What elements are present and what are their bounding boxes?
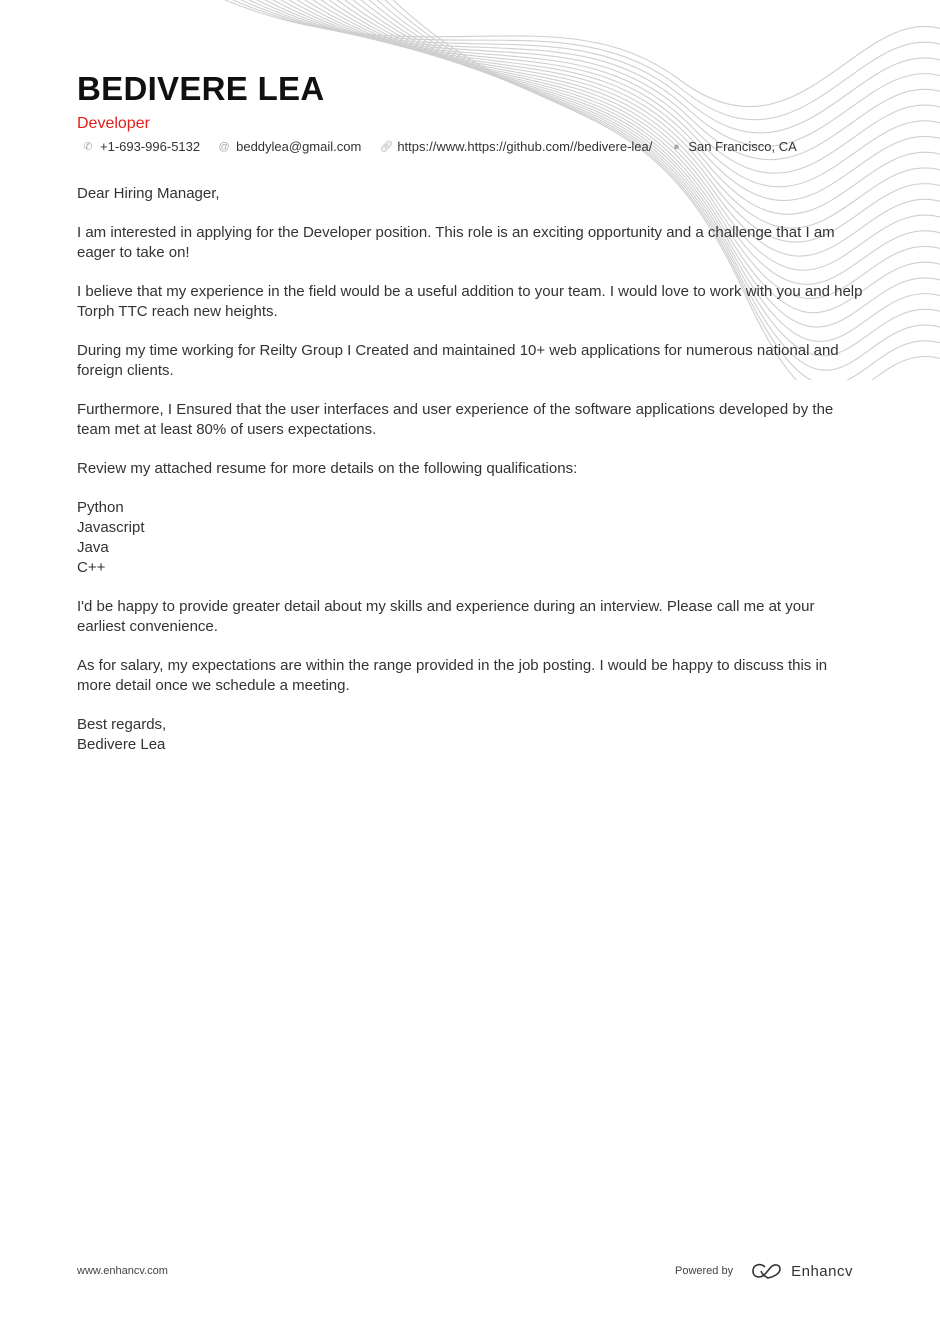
applicant-name: BEDIVERE LEA <box>77 70 325 107</box>
link-text[interactable]: https://www.https://github.com//bedivere-lea/ <box>397 139 653 154</box>
paragraph: I am interested in applying for the Developer position. This role is an exciting opportunity and a challenge that I am eager to take on! <box>77 224 835 261</box>
greeting: Dear Hiring Manager, <box>77 185 220 202</box>
qualification-item: Python <box>77 499 124 516</box>
at-icon: @ <box>218 140 230 153</box>
location-pin-icon: ● <box>673 140 680 153</box>
location-text: San Francisco, CA <box>688 139 797 154</box>
qualification-item: Javascript <box>77 519 145 536</box>
email-text[interactable]: beddylea@gmail.com <box>236 139 362 154</box>
contact-bar <box>82 139 797 154</box>
phone-icon: ✆ <box>83 141 93 153</box>
paragraph: I believe that my experience in the field would be a useful addition to your team. I would love to work with you and help Torph TTC reach new heights. <box>77 283 863 320</box>
enhancv-logo[interactable] <box>751 1262 853 1280</box>
paragraph: Furthermore, I Ensured that the user interfaces and user experience of the software applications developed by the team met at least 80% of users expectations. <box>77 401 834 438</box>
paragraph: I'd be happy to provide greater detail about my skills and experience during an interview. Please call me at your earliest convenience. <box>77 598 815 635</box>
contact-phone <box>82 139 200 154</box>
link-icon: 🔗︎ <box>379 141 394 153</box>
qualification-item: Java <box>77 539 109 556</box>
signature: Bedivere Lea <box>77 736 166 753</box>
letter-body <box>77 184 864 755</box>
paragraph: Review my attached resume for more details on the following qualifications: <box>77 460 578 477</box>
footer-branding <box>675 1262 853 1280</box>
wave-line <box>249 0 940 146</box>
contact-link[interactable] <box>379 139 652 154</box>
signoff: Best regards, <box>77 716 167 733</box>
enhancv-logo-icon <box>751 1262 783 1280</box>
wave-line <box>281 0 940 200</box>
powered-by-label: Powered by <box>675 1265 734 1277</box>
footer-website[interactable]: www.enhancv.com <box>77 1265 168 1277</box>
paragraph: As for salary, my expectations are within the range provided in the job posting. I would be happy to discuss this in more detail once we schedule a meeting. <box>77 657 828 694</box>
brand-name: Enhancv <box>791 1262 853 1280</box>
qualifications-list <box>77 498 864 578</box>
contact-email[interactable] <box>218 139 361 154</box>
contact-location <box>670 139 796 154</box>
paragraph: During my time working for Reilty Group I Created and maintained 10+ web applications for numerous national and foreign clients. <box>77 342 839 379</box>
applicant-role: Developer <box>77 115 150 132</box>
phone-text: +1-693-996-5132 <box>100 139 201 154</box>
qualification-item: C++ <box>77 559 106 576</box>
